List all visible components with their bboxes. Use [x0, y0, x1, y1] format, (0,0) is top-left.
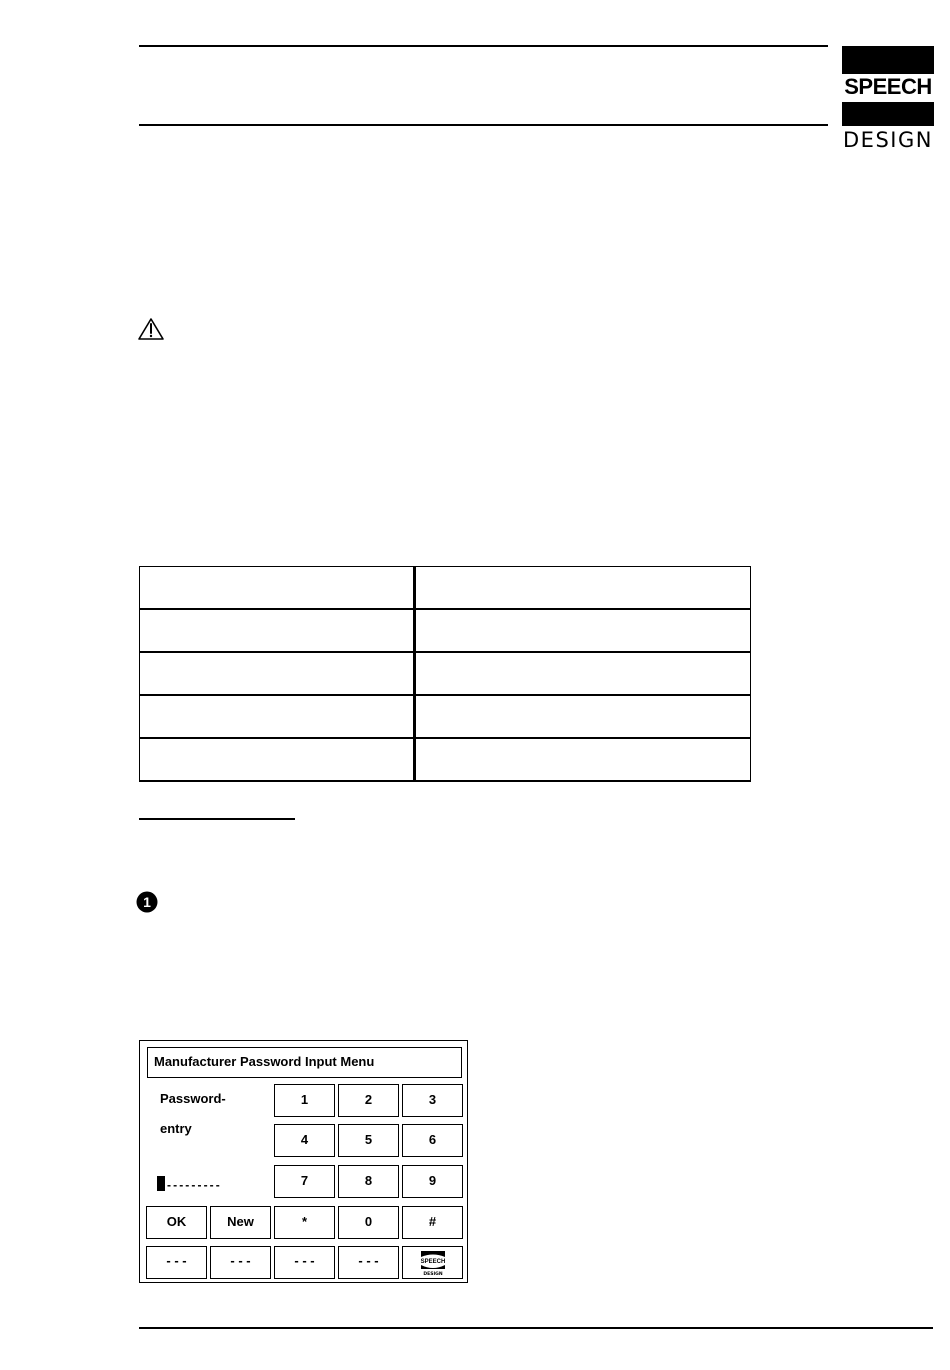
- header-rule-top: [139, 45, 828, 47]
- key-3[interactable]: 3: [402, 1084, 463, 1117]
- step-number: 1: [143, 894, 151, 910]
- entry-cursor: [157, 1176, 165, 1191]
- speech-design-logo-button[interactable]: [402, 1246, 463, 1279]
- warning-icon: [137, 317, 165, 341]
- logo-text-design: DESIGN: [843, 128, 933, 152]
- key-0[interactable]: 0: [338, 1206, 399, 1239]
- table-cell: [415, 567, 751, 610]
- password-label: Password-: [160, 1091, 226, 1106]
- ok-button[interactable]: OK: [146, 1206, 207, 1239]
- footnote-rule: [139, 818, 295, 820]
- password-entry-field[interactable]: ---------: [167, 1178, 222, 1192]
- table-cell: [140, 738, 415, 781]
- table-cell: [140, 695, 415, 738]
- key-7[interactable]: 7: [274, 1165, 335, 1198]
- soft-key-1[interactable]: - - -: [146, 1246, 207, 1279]
- mini-logo-icon: [420, 1250, 446, 1276]
- new-button[interactable]: New: [210, 1206, 271, 1239]
- table-row: [140, 738, 751, 781]
- key-5[interactable]: 5: [338, 1124, 399, 1157]
- panel-title: Manufacturer Password Input Menu: [147, 1047, 462, 1078]
- mini-logo-speech: SPEECH: [420, 1259, 446, 1265]
- table-cell: [140, 609, 415, 652]
- key-4[interactable]: 4: [274, 1124, 335, 1157]
- step-one-icon: [136, 891, 158, 913]
- key-6[interactable]: 6: [402, 1124, 463, 1157]
- table-cell: [415, 652, 751, 695]
- table-cell: [140, 652, 415, 695]
- password-input-panel: [139, 1040, 468, 1283]
- logo-text-speech: SPEECH: [842, 74, 934, 100]
- table-cell: [415, 738, 751, 781]
- header-rule-bottom: [139, 124, 828, 126]
- key-star[interactable]: *: [274, 1206, 335, 1239]
- table-row: [140, 567, 751, 610]
- soft-key-2[interactable]: - - -: [210, 1246, 271, 1279]
- blank-table: [139, 566, 751, 782]
- table-row: [140, 609, 751, 652]
- table-cell: [415, 695, 751, 738]
- entry-label: entry: [160, 1121, 192, 1136]
- key-1[interactable]: 1: [274, 1084, 335, 1117]
- key-9[interactable]: 9: [402, 1165, 463, 1198]
- table-row: [140, 695, 751, 738]
- table-cell: [140, 567, 415, 610]
- speech-design-logo: [842, 46, 934, 152]
- soft-key-4[interactable]: - - -: [338, 1246, 399, 1279]
- key-2[interactable]: 2: [338, 1084, 399, 1117]
- soft-key-3[interactable]: - - -: [274, 1246, 335, 1279]
- mini-logo-design: DESIGN: [423, 1272, 443, 1276]
- key-hash[interactable]: #: [402, 1206, 463, 1239]
- footer-rule: [139, 1327, 933, 1329]
- table-row: [140, 652, 751, 695]
- table-cell: [415, 609, 751, 652]
- key-8[interactable]: 8: [338, 1165, 399, 1198]
